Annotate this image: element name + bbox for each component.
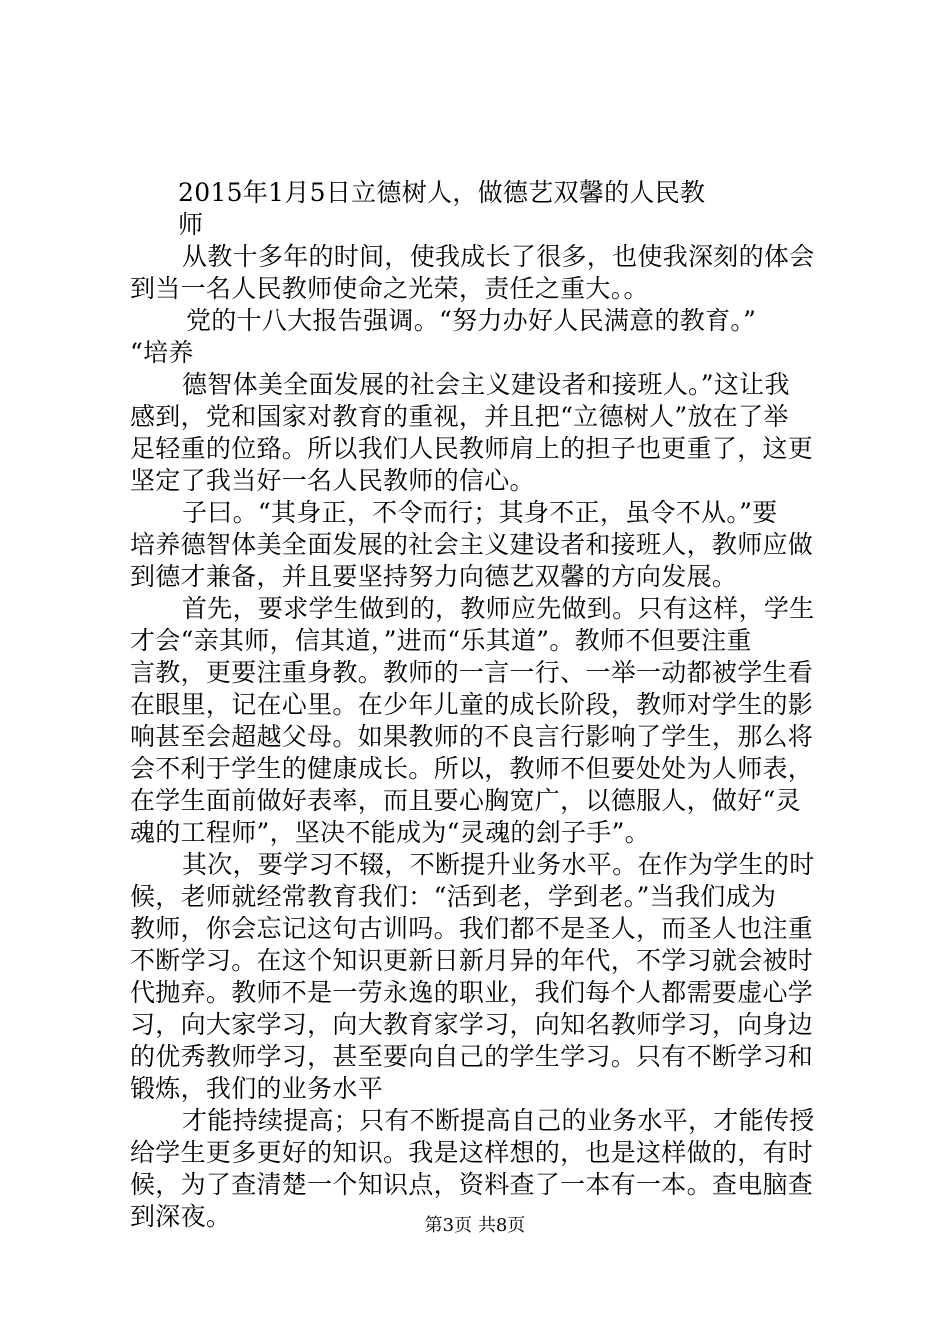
page-number-footer: 第3页 共8页 xyxy=(424,1215,526,1236)
body-line: 到深夜。 xyxy=(130,1202,232,1231)
body-line: 到当一名人民教师使命之光荣，责任之重大。。 xyxy=(130,274,649,303)
body-line: 不断学习。在这个知识更新日新月异的年代，不学习就会被时 xyxy=(130,946,814,975)
body-line: “培养 xyxy=(130,338,194,367)
body-line: 教师，你会忘记这句古训吗。我们都不是圣人，而圣人也注重 xyxy=(130,914,814,943)
body-line: 代抛弃。教师不是一劳永逸的职业，我们每个人都需要虚心学 xyxy=(130,978,814,1007)
body-line: 锻炼，我们的业务水平 xyxy=(130,1074,384,1103)
body-line: 才能持续提高；只有不断提高自己的业务水平，才能传授 xyxy=(182,1106,815,1135)
body-line: 会不利于学生的健康成长。所以，教师不但要处处为人师表， xyxy=(130,754,814,783)
body-line: 到德才兼备，并且要坚持努力向德艺双馨的方向发展。 xyxy=(130,562,738,591)
body-line: 魂的工程师”，坚决不能成为“灵魂的刽子手”。 xyxy=(130,818,650,847)
body-line: 足轻重的位臵。所以我们人民教师肩上的担子也更重了，这更 xyxy=(130,434,814,463)
body-line: 才会“亲其师，信其道，”进而“乐其道”。教师不但要注重 xyxy=(130,626,752,655)
body-line: 子曰。“其身正，不令而行；其身不正，虽令不从。”要 xyxy=(182,498,778,527)
body-line: 德智体美全面发展的社会主义建设者和接班人。”这让我 xyxy=(182,370,790,399)
body-line: 在眼里，记在心里。在少年儿童的成长阶段，教师对学生的影 xyxy=(130,690,814,719)
title-line-1: 2015年1月5日立德树人，做德艺双馨的人民教 xyxy=(178,178,706,207)
body-line: 候，老师就经常教育我们：“活到老，学到老。”当我们成为 xyxy=(130,882,777,911)
body-line: 首先，要求学生做到的，教师应先做到。只有这样，学生 xyxy=(182,594,815,623)
body-line: 在学生面前做好表率，而且要心胸宽广，以德服人，做好“灵 xyxy=(130,786,801,815)
body-line: 给学生更多更好的知识。我是这样想的，也是这样做的，有时 xyxy=(130,1138,814,1167)
body-line: 言教，更要注重身教。教师的一言一行、一举一动都被学生看 xyxy=(130,658,814,687)
body-line: 坚定了我当好一名人民教师的信心。 xyxy=(130,466,535,495)
body-line: 感到，党和国家对教育的重视，并且把“立德树人”放在了举 xyxy=(130,402,789,431)
body-line: 响甚至会超越父母。如果教师的不良言行影响了学生，那么将 xyxy=(130,722,814,751)
body-line: 其次，要学习不辍，不断提升业务水平。在作为学生的时 xyxy=(182,850,815,879)
body-line: 培养德智体美全面发展的社会主义建设者和接班人，教师应做 xyxy=(130,530,814,559)
body-line: 候，为了查清楚一个知识点，资料查了一本有一本。查电脑查 xyxy=(130,1170,814,1199)
title-line-2: 师 xyxy=(178,210,204,239)
body-line: 党的十八大报告强调。“努力办好人民满意的教育。” xyxy=(186,306,757,335)
body-line: 的优秀教师学习，甚至要向自己的学生学习。只有不断学习和 xyxy=(130,1042,814,1071)
body-line: 从教十多年的时间，使我成长了很多，也使我深刻的体会 xyxy=(182,242,815,271)
body-line: 习，向大家学习，向大教育家学习，向知名教师学习，向身边 xyxy=(130,1010,814,1039)
